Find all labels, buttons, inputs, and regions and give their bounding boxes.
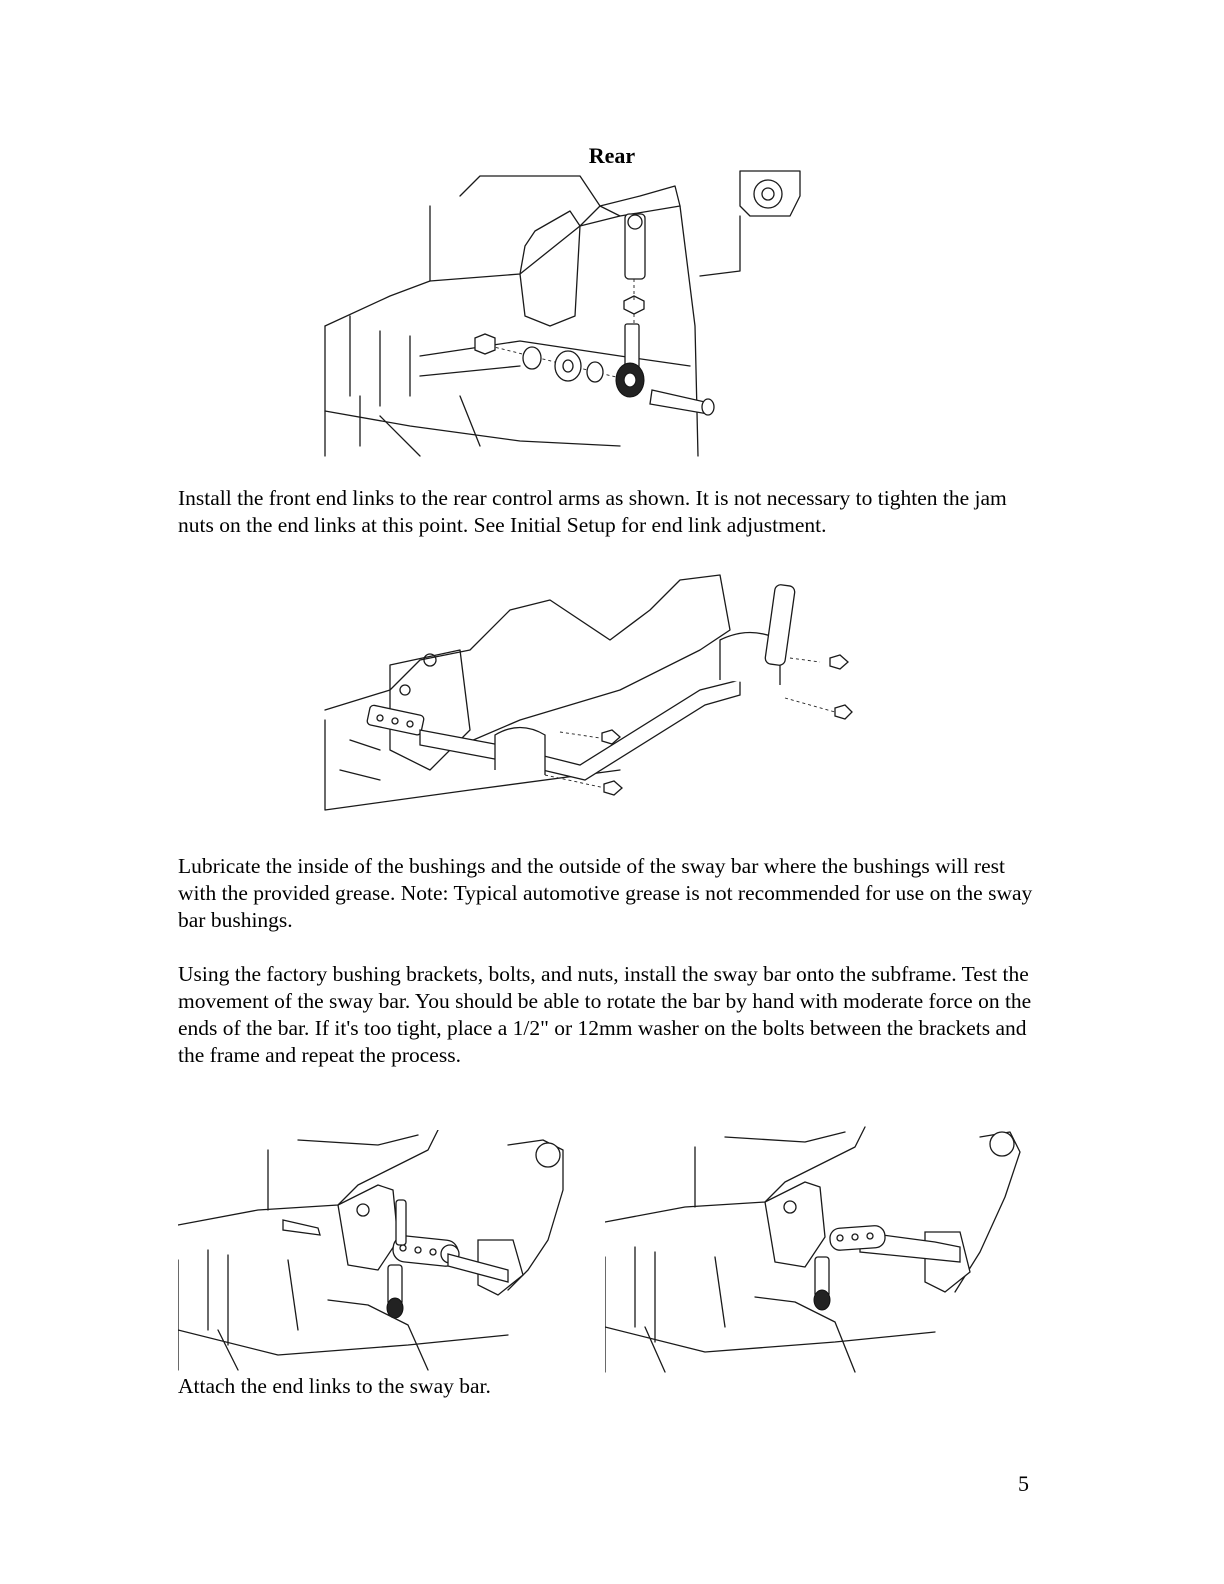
- end-link-attach-diagram-right: [605, 1122, 1025, 1374]
- instruction-lubricate-bushings: Lubricate the inside of the bushings and the outside of the sway bar where the bushings will rest with the provided grease. Note: Typical automotive grease is not recommended for use on the sway bar bushings.: [178, 854, 1033, 932]
- page-number: 5: [1018, 1471, 1029, 1496]
- instruction-attach-end-links: Attach the end links to the sway bar.: [178, 1374, 491, 1398]
- end-link-attach-diagram-left: [178, 1130, 578, 1375]
- instruction-install-sway-bar: Using the factory bushing brackets, bolts, and nuts, install the sway bar onto the subframe. Test the movement of the sway bar. You should be able to rotate the bar by hand with moderate force on the ends of the bar. If it's too tight, place a 1/2" or 12mm washer on the bolts between the brackets and the frame and repeat the process.: [178, 962, 1032, 1067]
- end-link-install-diagram: [320, 166, 810, 458]
- instruction-install-end-links: Install the front end links to the rear control arms as shown. It is not necessary to tighten the jam nuts on the end links at this point. See Initial Setup for end link adjustment.: [178, 486, 1007, 537]
- section-heading: Rear: [588, 143, 636, 168]
- sway-bar-bushing-diagram: [320, 570, 860, 820]
